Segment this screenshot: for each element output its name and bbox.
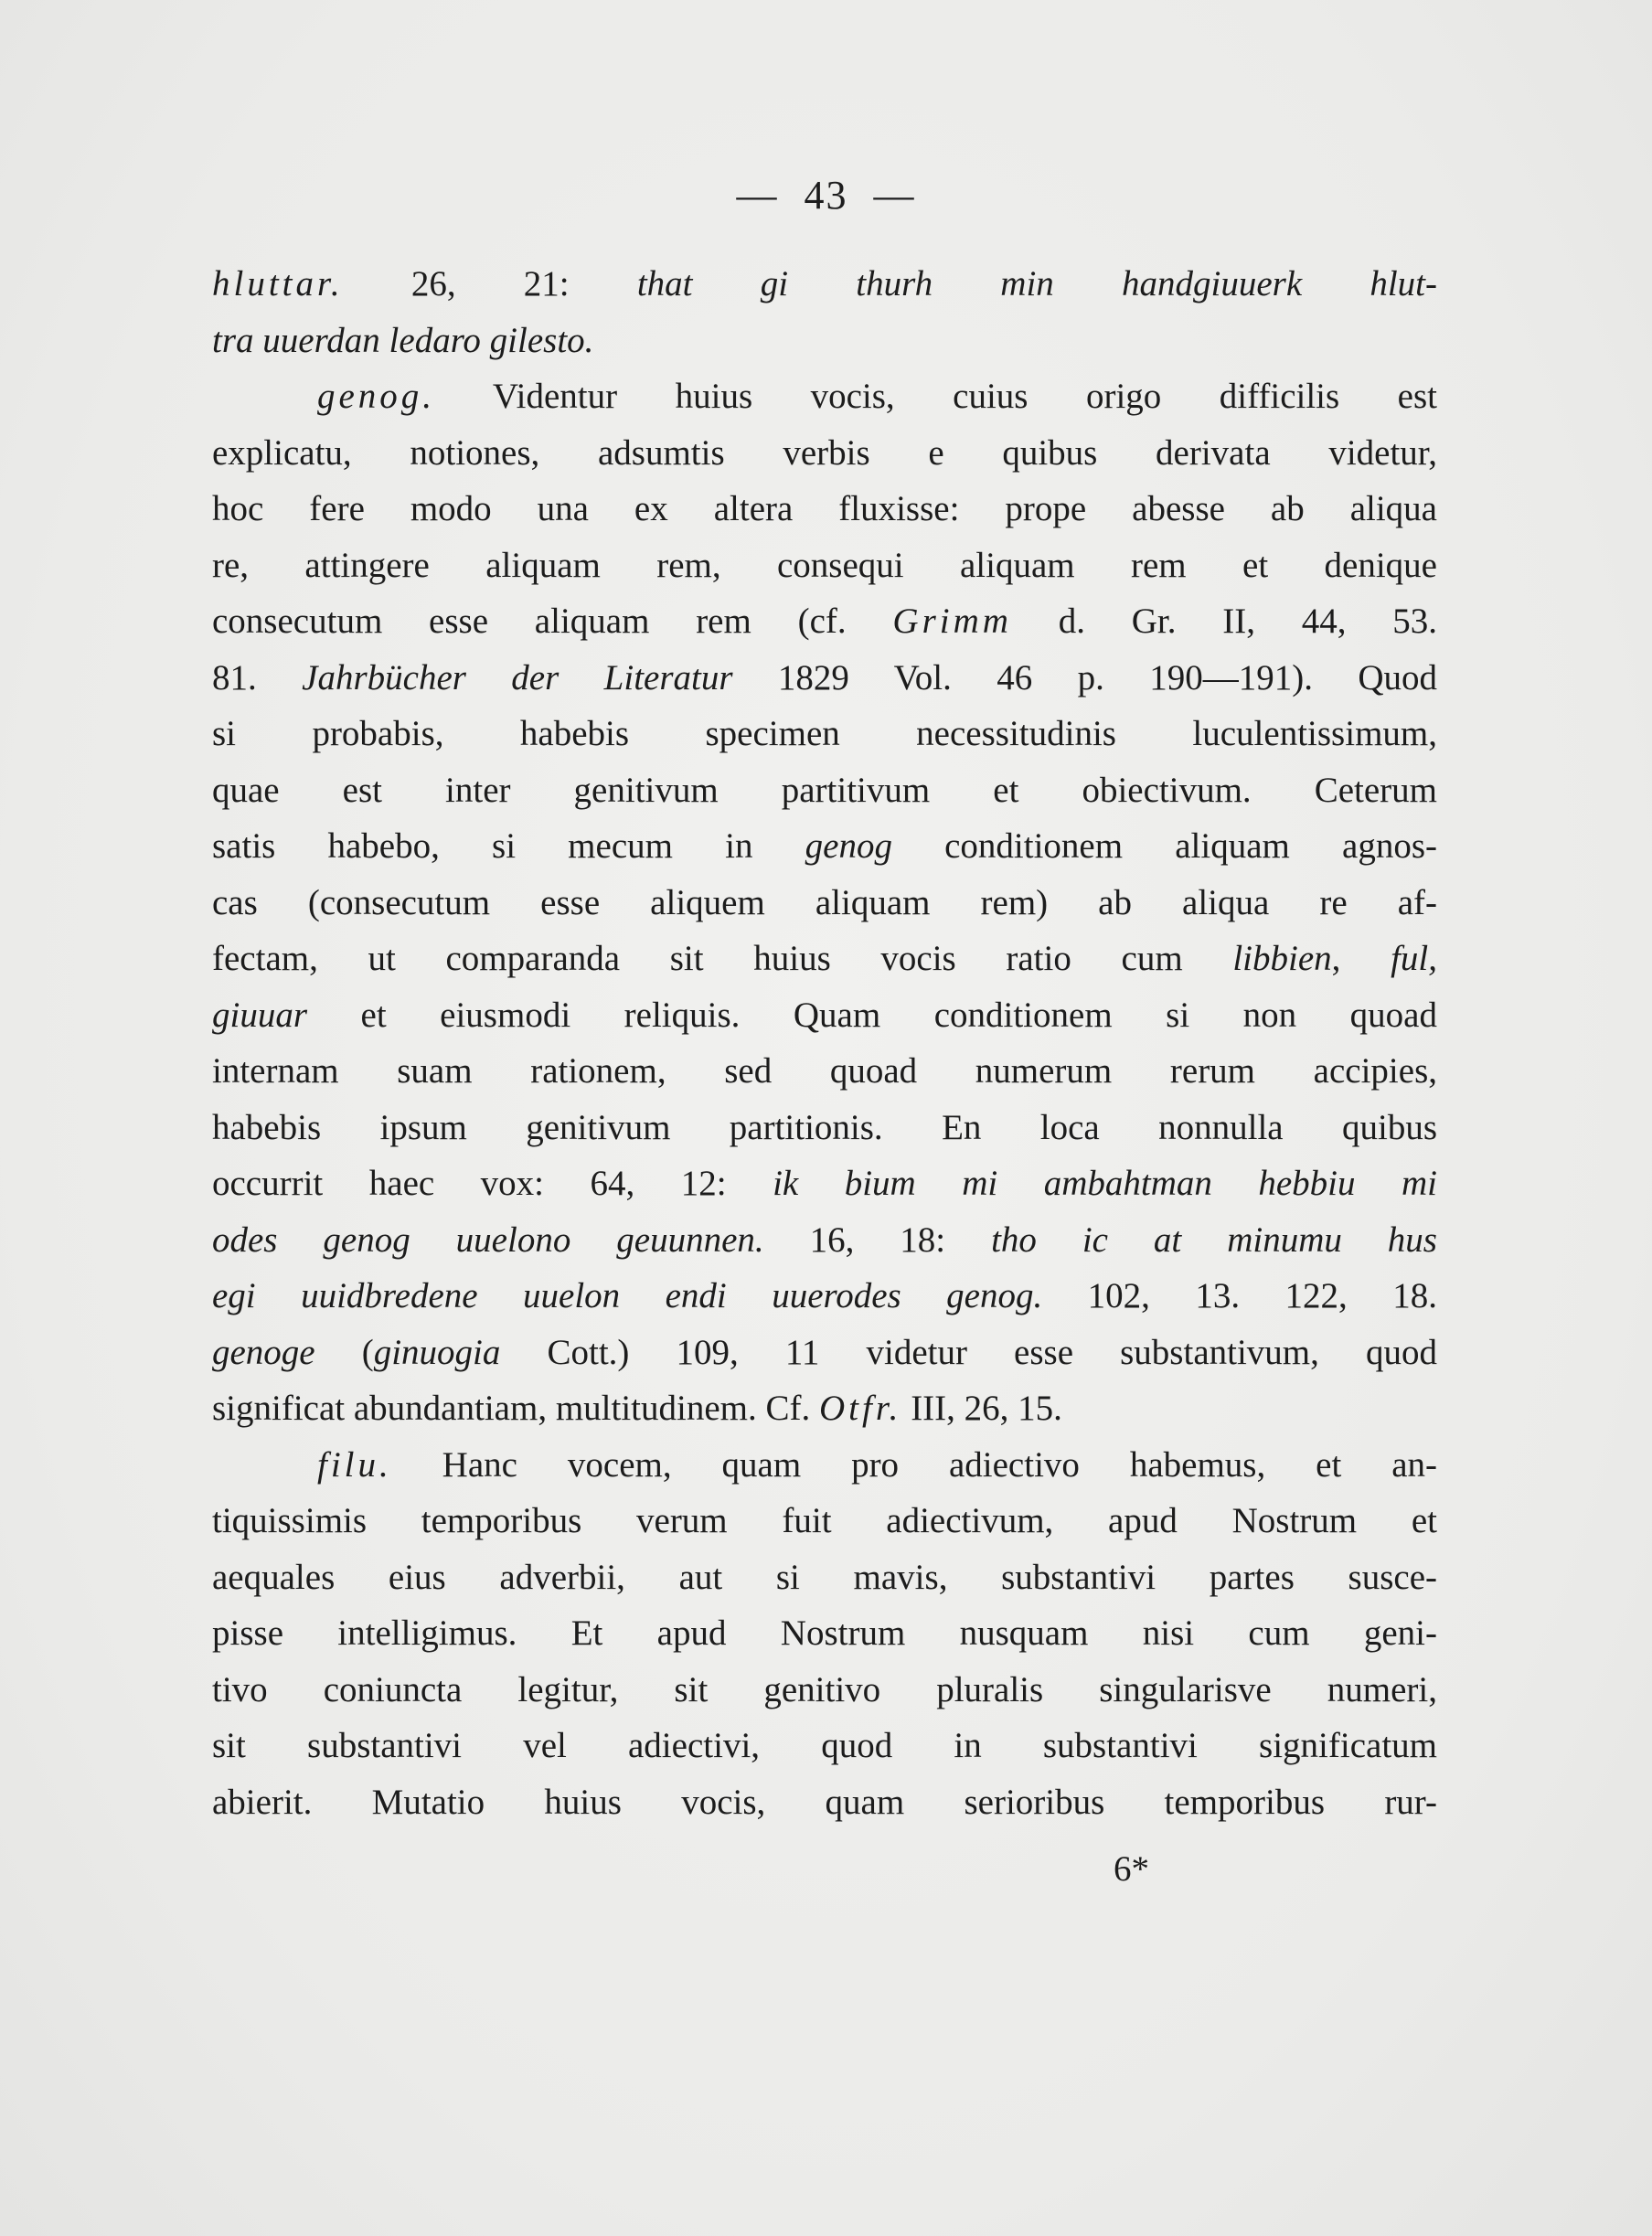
italic-segment: ik bium mi ambahtman hebbiu mi bbox=[773, 1164, 1437, 1203]
text-line bbox=[212, 1325, 1437, 1381]
text-line bbox=[212, 1605, 1437, 1662]
text-segment: abierit. Mutatio huius vocis, quam serioribus temporibus rur- bbox=[212, 1782, 1437, 1822]
text-segment: , bbox=[1331, 939, 1391, 978]
italic-segment: ful, bbox=[1391, 939, 1437, 978]
text-line bbox=[212, 931, 1437, 987]
text-segment: ( bbox=[314, 1332, 374, 1372]
italic-segment: genog. bbox=[317, 377, 436, 416]
italic-segment: libbien bbox=[1232, 939, 1332, 978]
text-line bbox=[212, 1155, 1437, 1212]
text-segment: Videntur huius vocis, cuius origo difficilis est bbox=[435, 377, 1437, 416]
text-segment: re, attingere aliquam rem, consequi aliquam rem et denique bbox=[212, 545, 1437, 585]
text-line bbox=[212, 1437, 1437, 1494]
italic-segment: tra uuerdan ledaro gilesto. bbox=[212, 320, 594, 360]
text-line bbox=[212, 538, 1437, 594]
italic-segment: odes genog uuelono geuunnen. bbox=[212, 1219, 764, 1260]
text-line bbox=[212, 987, 1437, 1044]
text-line bbox=[212, 818, 1437, 875]
italic-segment: egi uuidbredene uuelon endi uuerodes genog. bbox=[212, 1276, 1043, 1315]
text-segment: 1829 Vol. 46 p. 190—191). Quod bbox=[732, 657, 1438, 697]
text-segment: sit substantivi vel adiectivi, quod in substantivi significatum bbox=[212, 1726, 1437, 1765]
text-segment: conditionem aliquam agnos- bbox=[891, 826, 1437, 866]
text-segment: significat abundantiam, multitudinem. Cf. bbox=[212, 1389, 819, 1428]
header-dash-right: — bbox=[873, 173, 916, 218]
italic-segment: tho ic at minumu hus bbox=[991, 1219, 1437, 1260]
text-line bbox=[212, 1043, 1437, 1100]
text-segment: tivo coniuncta legitur, sit genitivo pluralis singularisve numeri, bbox=[212, 1669, 1437, 1709]
text-segment: quae est inter genitivum partitivum et obiectivum. Ceterum bbox=[212, 770, 1437, 810]
signature-mark: 6* bbox=[1114, 1849, 1149, 1889]
text-segment: 16, 18: bbox=[763, 1219, 992, 1260]
text-segment: Cott.) 109, 11 videtur esse substantivum, quod bbox=[500, 1332, 1437, 1372]
text-segment: pisse intelligimus. Et apud Nostrum nusquam nisi cum geni- bbox=[212, 1613, 1437, 1653]
text-line bbox=[212, 650, 1437, 707]
italic-segment: Otfr. bbox=[818, 1389, 902, 1428]
text-segment: explicatu, notiones, adsumtis verbis e quibus derivata videtur, bbox=[212, 432, 1437, 473]
text-segment: d. Gr. II, 44, 53. bbox=[1011, 602, 1437, 641]
text-segment: cas (consecutum esse aliquem aliquam rem) ab aliqua re af- bbox=[212, 882, 1437, 922]
text-segment: III, 26, 15. bbox=[901, 1389, 1062, 1428]
text-segment: tiquissimis temporibus verum fuit adiectivum, apud Nostrum et bbox=[212, 1501, 1437, 1540]
page-header bbox=[0, 172, 1652, 218]
text-line bbox=[212, 1493, 1437, 1549]
text-segment: 102, 13. 122, 18. bbox=[1042, 1276, 1437, 1315]
text-line bbox=[212, 1100, 1437, 1156]
italic-segment: filu. bbox=[317, 1444, 392, 1485]
text-segment: 26, 21: bbox=[343, 264, 637, 303]
italic-segment: genog bbox=[805, 826, 892, 866]
text-segment: internam suam rationem, sed quoad numerum rerum accipies, bbox=[212, 1051, 1437, 1091]
italic-segment: ginuogia bbox=[373, 1332, 501, 1372]
italic-segment: Jahrbücher der Literatur bbox=[302, 657, 733, 697]
text-line bbox=[212, 481, 1437, 538]
text-segment: 81. bbox=[212, 657, 303, 697]
header-dash-left: — bbox=[736, 173, 779, 218]
text-segment: consecutum esse aliquam rem (cf. bbox=[212, 602, 893, 641]
text-line bbox=[212, 1268, 1437, 1325]
italic-segment: giuuar bbox=[212, 995, 308, 1035]
text-segment: occurrit haec vox: 64, 12: bbox=[212, 1164, 773, 1203]
text-line bbox=[212, 313, 1437, 369]
text-line bbox=[212, 875, 1437, 932]
text-segment: aequales eius adverbii, aut si mavis, substantivi partes susce- bbox=[212, 1557, 1437, 1597]
text-line bbox=[212, 368, 1437, 425]
text-line bbox=[212, 706, 1437, 762]
text-line bbox=[212, 1380, 1437, 1437]
italic-segment: genoge bbox=[212, 1332, 315, 1372]
text-segment: fectam, ut comparanda sit huius vocis ratio cum bbox=[212, 939, 1233, 978]
text-segment: hoc fere modo una ex altera fluxisse: prope abesse ab aliqua bbox=[212, 489, 1437, 528]
text-line bbox=[212, 1662, 1437, 1719]
text-line bbox=[212, 1774, 1437, 1831]
text-segment: satis habebo, si mecum in bbox=[212, 826, 805, 866]
text-line bbox=[212, 593, 1437, 650]
text-line bbox=[212, 256, 1437, 313]
text-line bbox=[212, 1549, 1437, 1606]
text-segment: Hanc vocem, quam pro adiectivo habemus, et an- bbox=[391, 1444, 1437, 1485]
italic-segment: Grimm bbox=[892, 602, 1012, 641]
text-line bbox=[212, 425, 1437, 482]
text-segment: et eiusmodi reliquis. Quam conditionem si non quoad bbox=[307, 995, 1437, 1035]
italic-segment: hluttar. bbox=[212, 264, 344, 303]
italic-segment: that gi thurh min handgiuuerk hlut- bbox=[636, 264, 1437, 303]
text-segment: si probabis, habebis specimen necessitudinis luculentissimum, bbox=[212, 714, 1437, 753]
text-line bbox=[212, 762, 1437, 819]
text-line bbox=[212, 1212, 1437, 1269]
page-number: 43 bbox=[804, 173, 848, 218]
text-line bbox=[212, 1718, 1437, 1774]
body-text bbox=[212, 256, 1437, 1830]
text-segment: habebis ipsum genitivum partitionis. En loca nonnulla quibus bbox=[212, 1107, 1437, 1147]
